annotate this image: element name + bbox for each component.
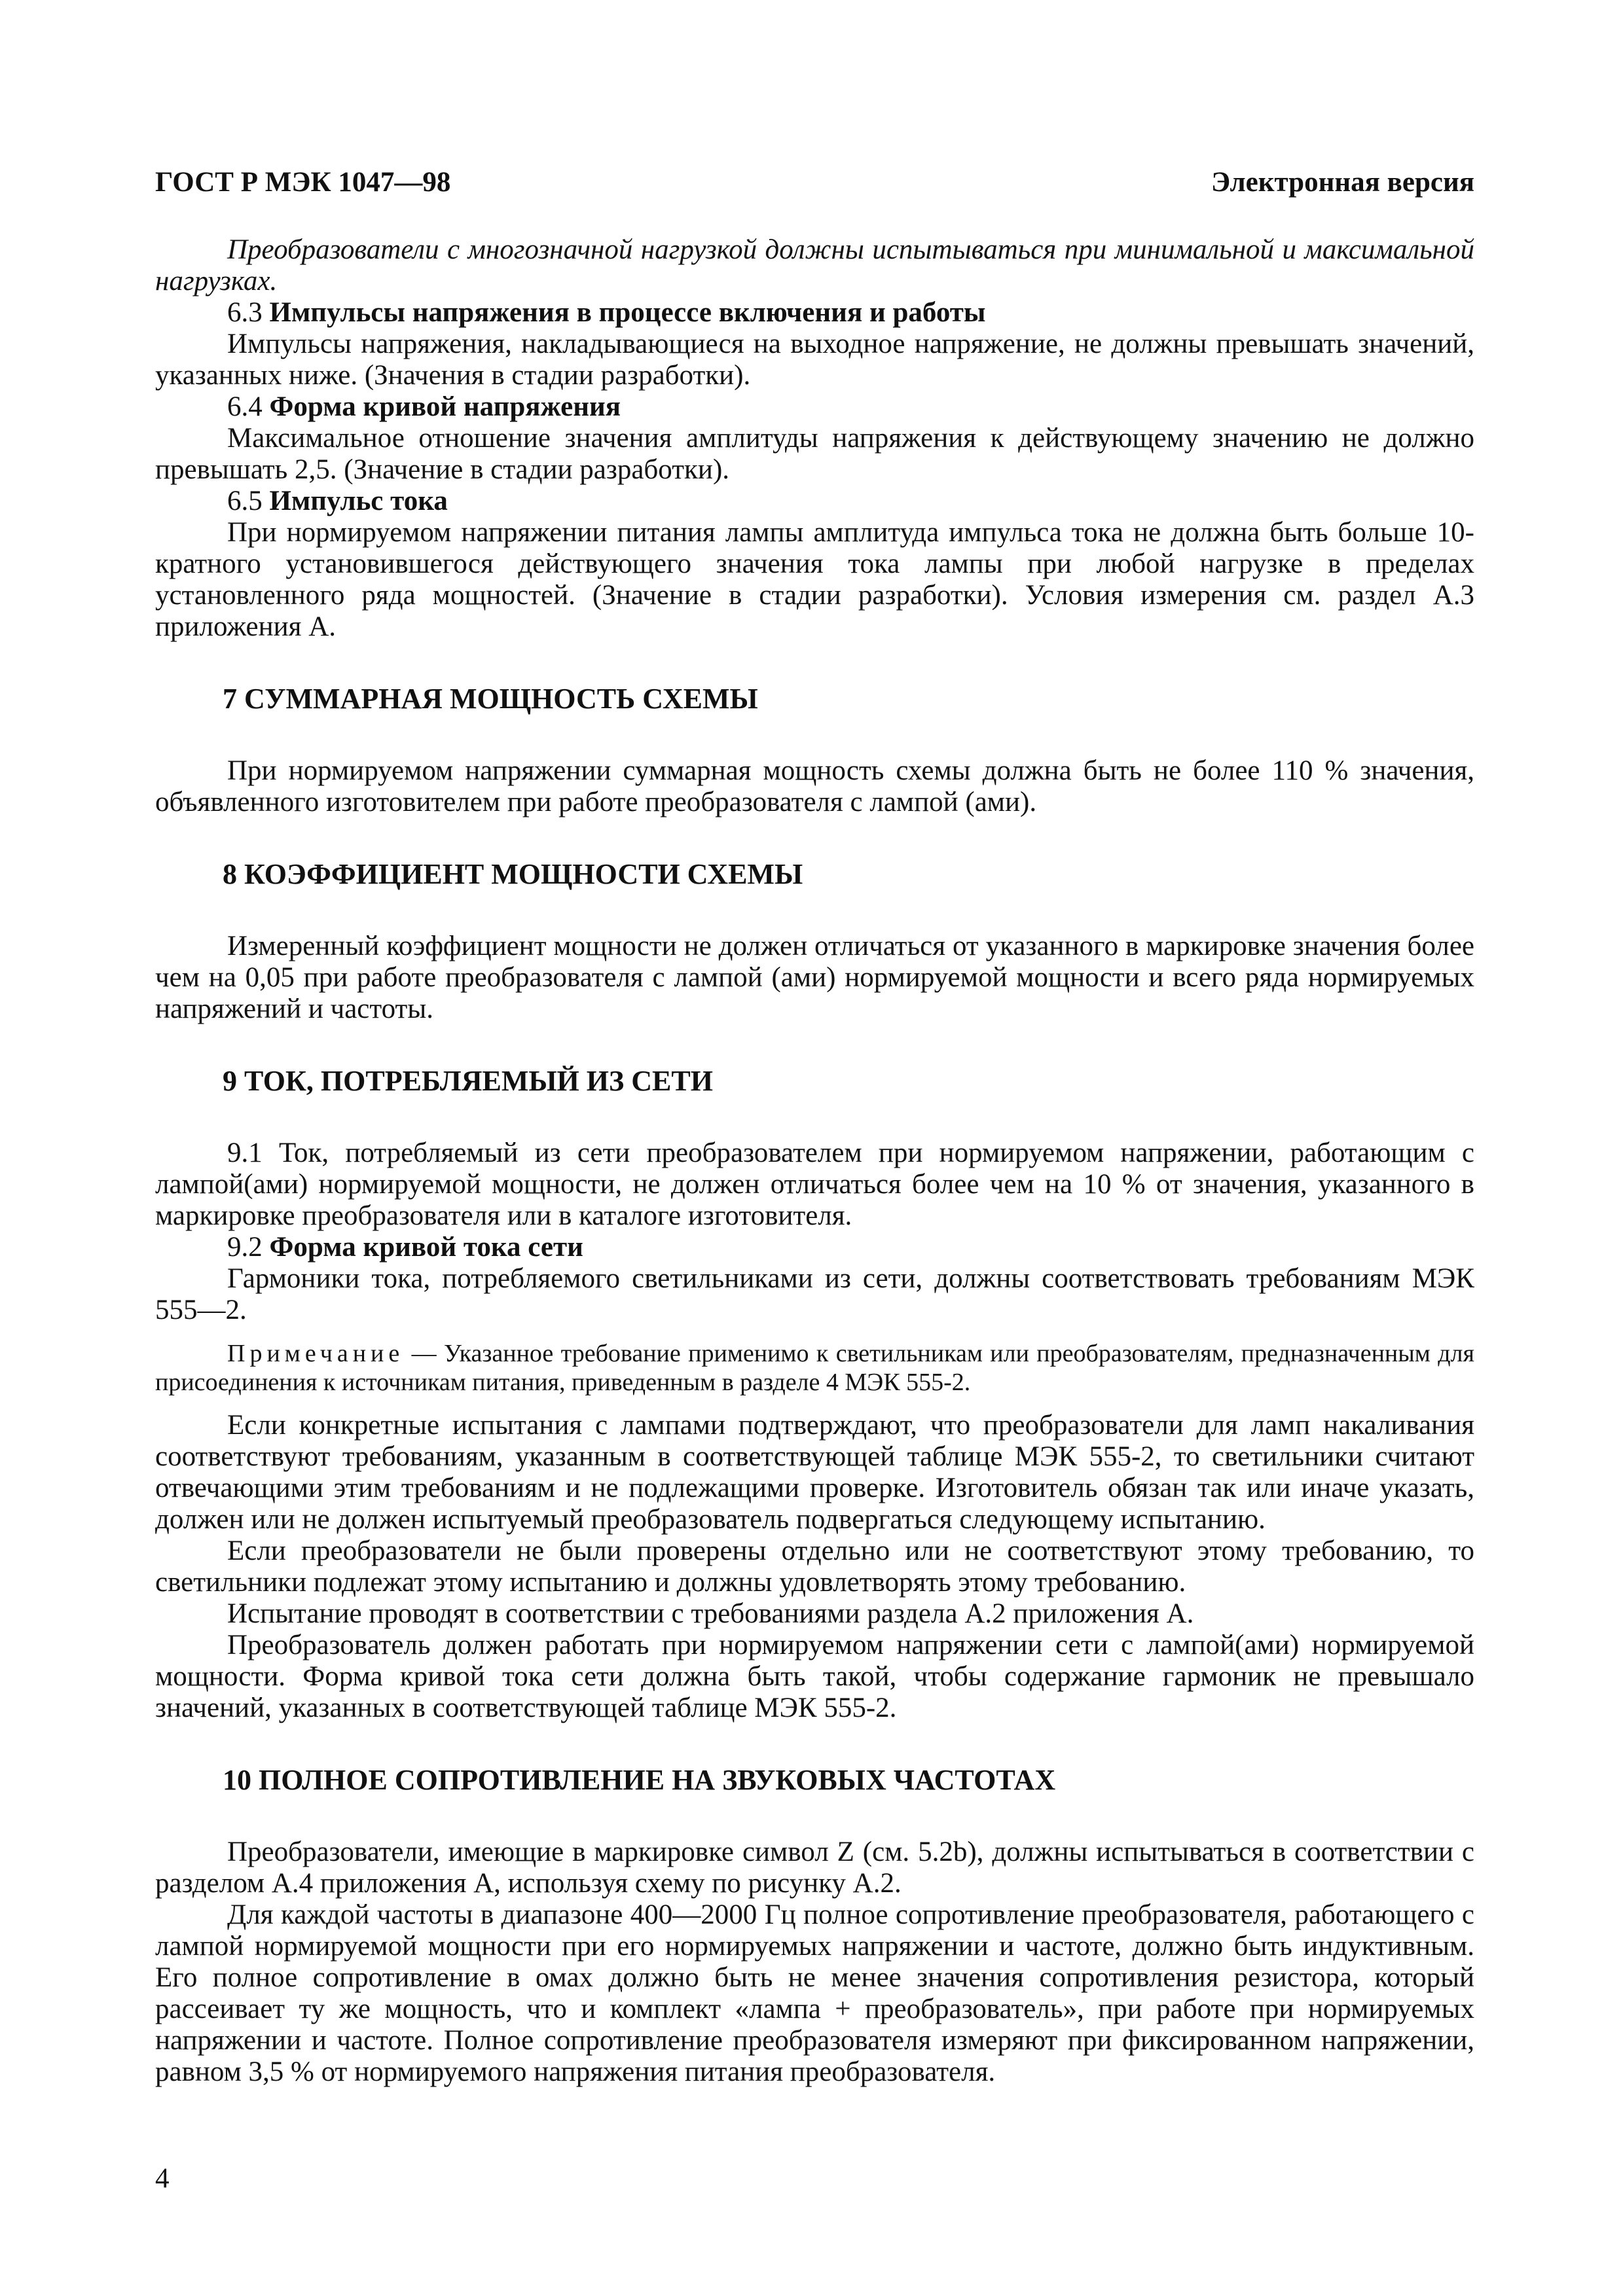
intro-paragraph: Преобразователи с многозначной нагрузкой должны испытываться при минимальной и максимальной нагрузках. xyxy=(155,234,1474,296)
section-9-2-heading xyxy=(155,1232,1474,1263)
document-body xyxy=(155,234,1474,2088)
section-8-heading: 8 КОЭФФИЦИЕНТ МОЩНОСТИ СХЕМЫ xyxy=(223,858,803,890)
section-6-5-text: При нормируемом напряжении питания лампы амплитуда импульса тока не должна быть больше 10-кратного установившегося действующего значения тока лампы при любой нагрузке в пределах установленного ряда мощностей. (Значение в стадии разработки). Условия измерения см. раздел А.3 приложения А. xyxy=(155,517,1474,642)
section-7-text: При нормируемом напряжении суммарная мощность схемы должна быть не более 110 % значения, объявленного изготовителем при работе преобразователя с лампой (ами). xyxy=(155,755,1474,817)
section-6-3-number: 6.3 xyxy=(227,297,263,328)
section-10-paragraph-2: Для каждой частоты в диапазоне 400—2000 Гц полное сопротивление преобразователя, работающего с лампой нормируемой мощности при его нормируемых напряжении и частоте, должно быть индуктивным. Его полное сопротивление в омах должно быть не менее значения сопротивления резистора, который рассеивает ту же мощность, что и комплект «лампа + преобразователь», при работе при нормируемых напряжении и частоте. Полное сопротивление преобразователя измеряют при фиксированном напряжении, равном 3,5 % от нормируемого напряжения питания преобразователя. xyxy=(155,1899,1474,2087)
section-9-paragraph-6: Преобразователь должен работать при нормируемом напряжении сети с лампой(ами) нормируемой мощности. Форма кривой тока сети должна быть такой, чтобы содержание гармоник не превышало значений, указанных в соответствующей таблице МЭК 555-2. xyxy=(155,1630,1474,1723)
document-id: ГОСТ Р МЭК 1047—98 xyxy=(155,167,451,198)
section-9-paragraph-3: Если конкретные испытания с лампами подтверждают, что преобразователи для ламп накаливания соответствуют требованиям, указанным в соответствующей таблице МЭК 555-2, то светильники считают отвечающими этим требованиям и не подлежащими проверке. Изготовитель обязан так или иначе указать, должен или не должен испытуемый преобразователь подвергаться следующему испытанию. xyxy=(155,1410,1474,1535)
section-6-4-heading xyxy=(155,391,1474,423)
section-9-heading: 9 ТОК, ПОТРЕБЛЯЕМЫЙ ИЗ СЕТИ xyxy=(223,1065,713,1097)
section-9-paragraph-4: Если преобразователи не были проверены отдельно или не соответствуют этому требованию, то светильники подлежат этому испытанию и должны удовлетворять этому требованию. xyxy=(155,1535,1474,1598)
section-9-2-title: Форма кривой тока сети xyxy=(269,1232,583,1263)
note-paragraph xyxy=(155,1339,1474,1397)
section-8-text: Измеренный коэффициент мощности не должен отличаться от указанного в маркировке значения более чем на 0,05 при работе преобразователя с лампой (ами) нормируемой мощности и всего ряда нормируемых напряжений и частоты. xyxy=(155,931,1474,1024)
section-6-3-heading xyxy=(155,297,1474,329)
section-6-4-number: 6.4 xyxy=(227,391,263,422)
section-6-5-title: Импульс тока xyxy=(269,486,448,516)
section-9-2-number: 9.2 xyxy=(227,1232,263,1263)
page-number: 4 xyxy=(155,2163,170,2194)
note-text: — Указанное требование применимо к светильникам или преобразователям, предназначенным для присоединения к источникам питания, приведенным в разделе 4 МЭК 555-2. xyxy=(155,1340,1474,1396)
section-6-3-text: Импульсы напряжения, накладывающиеся на выходное напряжение, не должны превышать значений, указанных ниже. (Значения в стадии разработки). xyxy=(155,329,1474,391)
section-6-3-title: Импульсы напряжения в процессе включения и работы xyxy=(269,297,986,328)
section-9-paragraph-5: Испытание проводят в соответствии с требованиями раздела А.2 приложения А. xyxy=(227,1598,1194,1629)
section-6-5-heading xyxy=(155,486,1474,517)
page-header xyxy=(155,167,1474,206)
section-6-5-number: 6.5 xyxy=(227,486,263,516)
section-9-1-text: 9.1 Ток, потребляемый из сети преобразователем при нормируемом напряжении, работающим с лампой(ами) нормируемой мощности, не должен отличаться более чем на 10 % от значения, указанного в маркировке преобразователя или в каталоге изготовителя. xyxy=(155,1138,1474,1231)
section-9-2-text: Гармоники тока, потребляемого светильниками из сети, должны соответствовать требованиям МЭК 555—2. xyxy=(155,1263,1474,1325)
note-label: Примечание xyxy=(227,1340,405,1367)
section-6-4-title: Форма кривой напряжения xyxy=(269,391,621,422)
section-10-paragraph-1: Преобразователи, имеющие в маркировке символ Z (см. 5.2b), должны испытываться в соответствии с разделом А.4 приложения А, используя схему по рисунку А.2. xyxy=(155,1837,1474,1899)
section-6-4-text: Максимальное отношение значения амплитуды напряжения к действующему значению не должно превышать 2,5. (Значение в стадии разработки). xyxy=(155,423,1474,485)
section-7-heading: 7 СУММАРНАЯ МОЩНОСТЬ СХЕМЫ xyxy=(223,683,758,715)
version-label: Электронная версия xyxy=(1211,167,1474,198)
section-10-heading: 10 ПОЛНОЕ СОПРОТИВЛЕНИЕ НА ЗВУКОВЫХ ЧАСТОТАХ xyxy=(223,1764,1056,1796)
